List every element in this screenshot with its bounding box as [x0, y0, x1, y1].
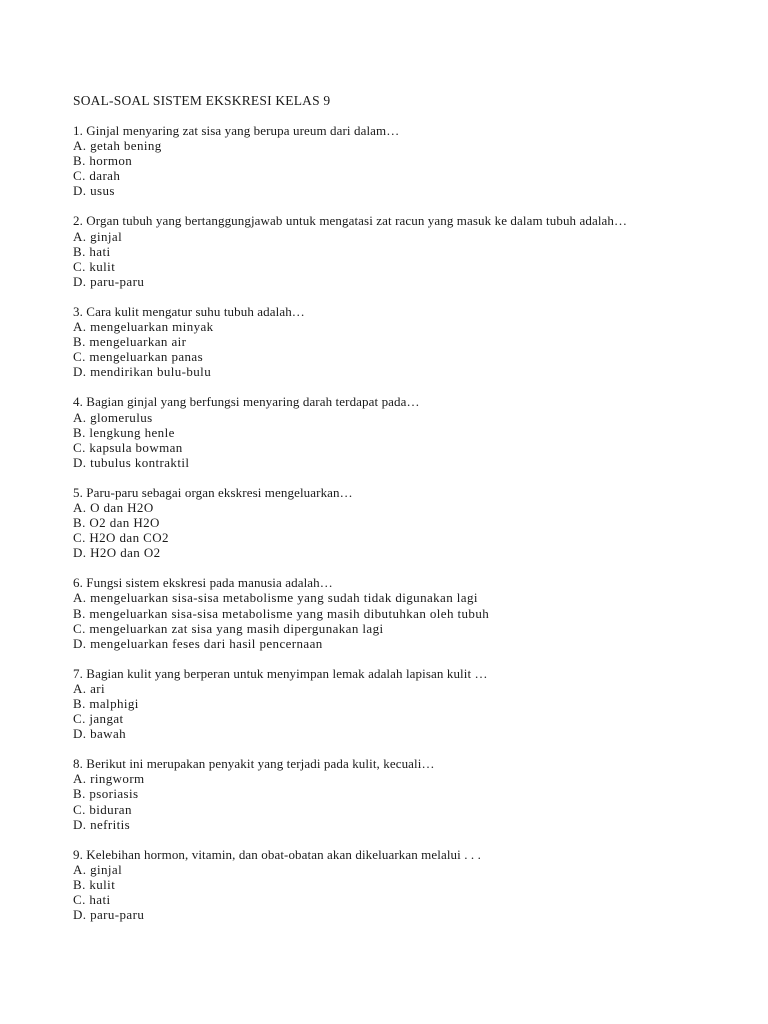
question-8: [73, 756, 733, 831]
option-c: C. biduran: [73, 801, 132, 817]
question-text: 3. Cara kulit mengatur suhu tubuh adalah…: [73, 303, 305, 319]
question-9: [73, 847, 733, 922]
option-d: D. mengeluarkan feses dari hasil pencernaan: [73, 635, 323, 651]
option-b: B. mengeluarkan sisa-sisa metabolisme yang masih dibutuhkan oleh tubuh: [73, 605, 490, 621]
option-c: C. kapsula bowman: [73, 439, 183, 455]
option-c: C. hati: [73, 892, 111, 908]
option-a: A. ginjal: [73, 228, 123, 244]
option-a: A. ringworm: [73, 771, 145, 787]
question-1: [73, 123, 733, 198]
question-text: 5. Paru-paru sebagai organ ekskresi mengeluarkan…: [73, 484, 353, 500]
option-b: B. lengkung henle: [73, 424, 175, 440]
option-a: A. mengeluarkan minyak: [73, 319, 214, 335]
question-text: 2. Organ tubuh yang bertanggungjawab untuk mengatasi zat racun yang masuk ke dalam tubuh adalah…: [73, 213, 628, 229]
option-d: D. H2O dan O2: [73, 545, 161, 561]
question-6: [73, 575, 733, 650]
question-text: 9. Kelebihan hormon, vitamin, dan obat-obatan akan dikeluarkan melalui . . .: [73, 846, 481, 862]
option-b: B. hati: [73, 243, 111, 259]
option-b: B. malphigi: [73, 696, 139, 711]
question-text: 8. Berikut ini merupakan penyakit yang terjadi pada kulit, kecuali…: [73, 756, 435, 772]
option-a: A. O dan H2O: [73, 499, 154, 515]
question-text: 7. Bagian kulit yang berperan untuk menyimpan lemak adalah lapisan kulit …: [73, 665, 488, 681]
option-a: A. mengeluarkan sisa-sisa metabolisme yang sudah tidak digunakan lagi: [73, 590, 478, 606]
option-a: A. ari: [73, 680, 105, 696]
question-5: [73, 485, 733, 560]
option-d: D. nefritis: [73, 816, 131, 832]
option-d: D. tubulus kontraktil: [73, 454, 190, 470]
option-a: A. glomerulus: [73, 409, 153, 425]
option-b: B. mengeluarkan air: [73, 334, 187, 350]
document-title: SOAL-SOAL SISTEM EKSKRESI KELAS 9: [73, 93, 331, 108]
question-2: [73, 213, 733, 288]
question-7: [73, 666, 733, 741]
question-text: 1. Ginjal menyaring zat sisa yang berupa ureum dari dalam…: [73, 123, 400, 138]
option-c: C. H2O dan CO2: [73, 530, 169, 546]
option-c: C. darah: [73, 168, 121, 184]
option-d: D. bawah: [73, 726, 127, 742]
document-page: [73, 93, 733, 937]
question-4: [73, 394, 733, 469]
option-b: B. hormon: [73, 153, 133, 169]
option-c: C. kulit: [73, 258, 116, 274]
option-c: C. mengeluarkan zat sisa yang masih dipergunakan lagi: [73, 620, 384, 636]
option-b: B. O2 dan H2O: [73, 515, 160, 531]
option-d: D. paru-paru: [73, 907, 145, 923]
option-d: D. usus: [73, 183, 115, 199]
option-b: B. kulit: [73, 876, 116, 892]
option-c: C. mengeluarkan panas: [73, 349, 204, 365]
question-text: 4. Bagian ginjal yang berfungsi menyaring darah terdapat pada…: [73, 394, 420, 410]
option-c: C. jangat: [73, 711, 124, 727]
option-a: A. ginjal: [73, 861, 123, 877]
option-d: D. mendirikan bulu-bulu: [73, 364, 212, 380]
option-b: B. psoriasis: [73, 786, 139, 802]
question-3: [73, 304, 733, 379]
question-text: 6. Fungsi sistem ekskresi pada manusia adalah…: [73, 575, 333, 591]
option-d: D. paru-paru: [73, 273, 145, 289]
option-a: A. getah bening: [73, 138, 162, 154]
